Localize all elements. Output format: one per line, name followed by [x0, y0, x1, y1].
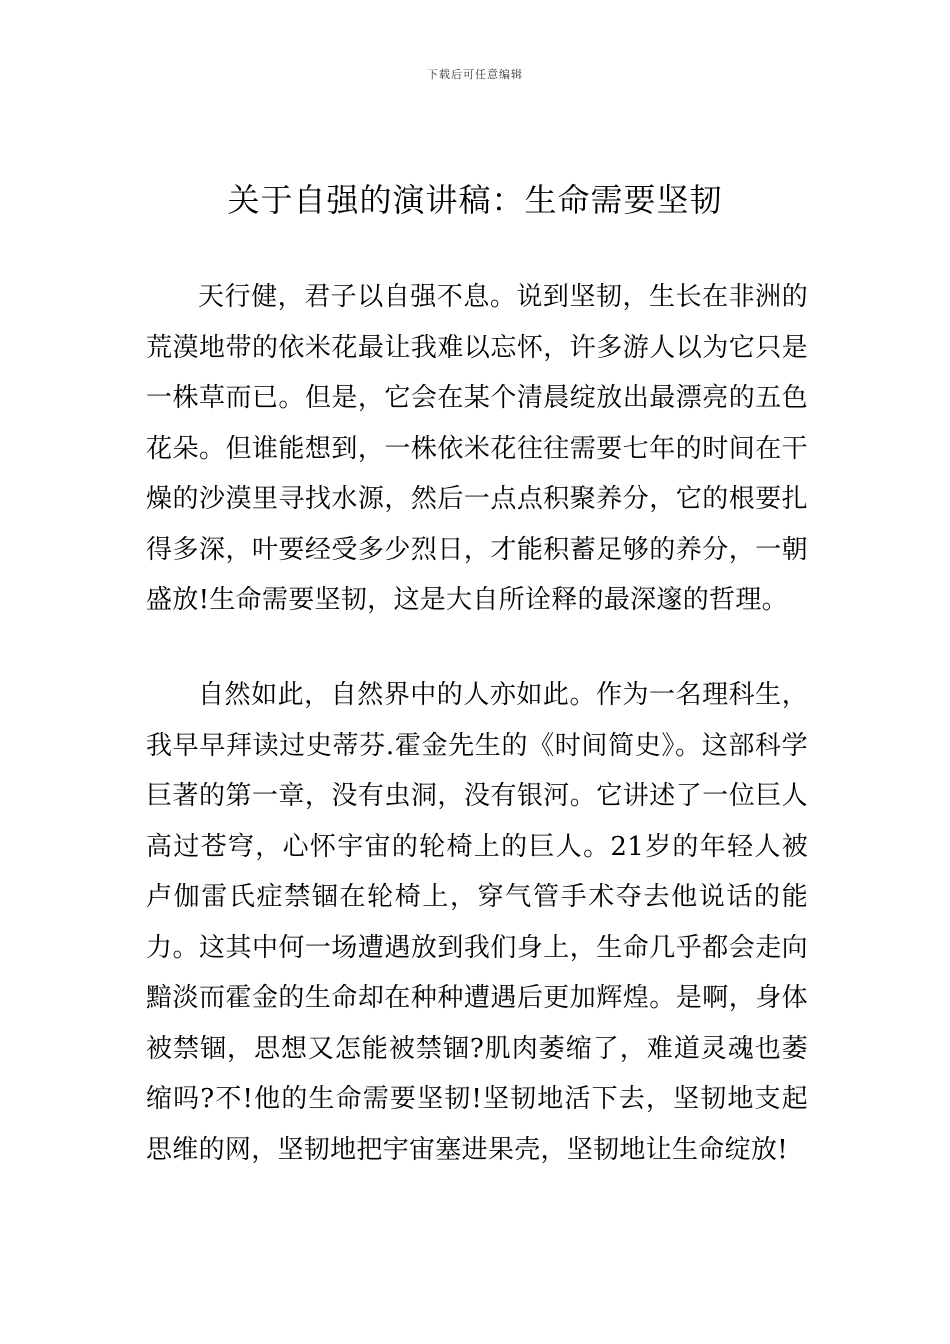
document-title: 关于自强的演讲稿：生命需要坚韧: [227, 181, 723, 219]
paragraph-2: 自然如此，自然界中的人亦如此。作为一名理科生，我早早拜读过史蒂芬.霍金先生的《时间简史》。这部科学巨著的第一章，没有虫洞，没有银河。它讲述了一位巨人高过苍穹，心怀宇宙的轮椅上的巨人。21岁的年轻人被卢伽雷氏症禁锢在轮椅上，穿气管手术夺去他说话的能力。这其中何一场遭遇放到我们身上，生命几乎都会走向黯淡而霍金的生命却在种种遭遇后更加辉煌。是啊，身体被禁锢，思想又怎能被禁锢?肌肉萎缩了，难道灵魂也萎缩吗?不!他的生命需要坚韧!坚韧地活下去，坚韧地支起思维的网，坚韧地把宇宙塞进果壳，坚韧地让生命绽放!: [146, 680, 808, 1165]
header-note: 下载后可任意编辑: [427, 68, 523, 81]
paragraph-1: 天行健，君子以自强不息。说到坚韧，生长在非洲的荒漠地带的依米花最让我难以忘怀，许多游人以为它只是一株草而已。但是，它会在某个清晨绽放出最漂亮的五色花朵。但谁能想到，一株依米花往往需要七年的时间在干燥的沙漠里寻找水源，然后一点点积聚养分，它的根要扎得多深，叶要经受多少烈日，才能积蓄足够的养分，一朝盛放!生命需要坚韧，这是大自所诠释的最深邃的哲理。: [146, 282, 808, 615]
